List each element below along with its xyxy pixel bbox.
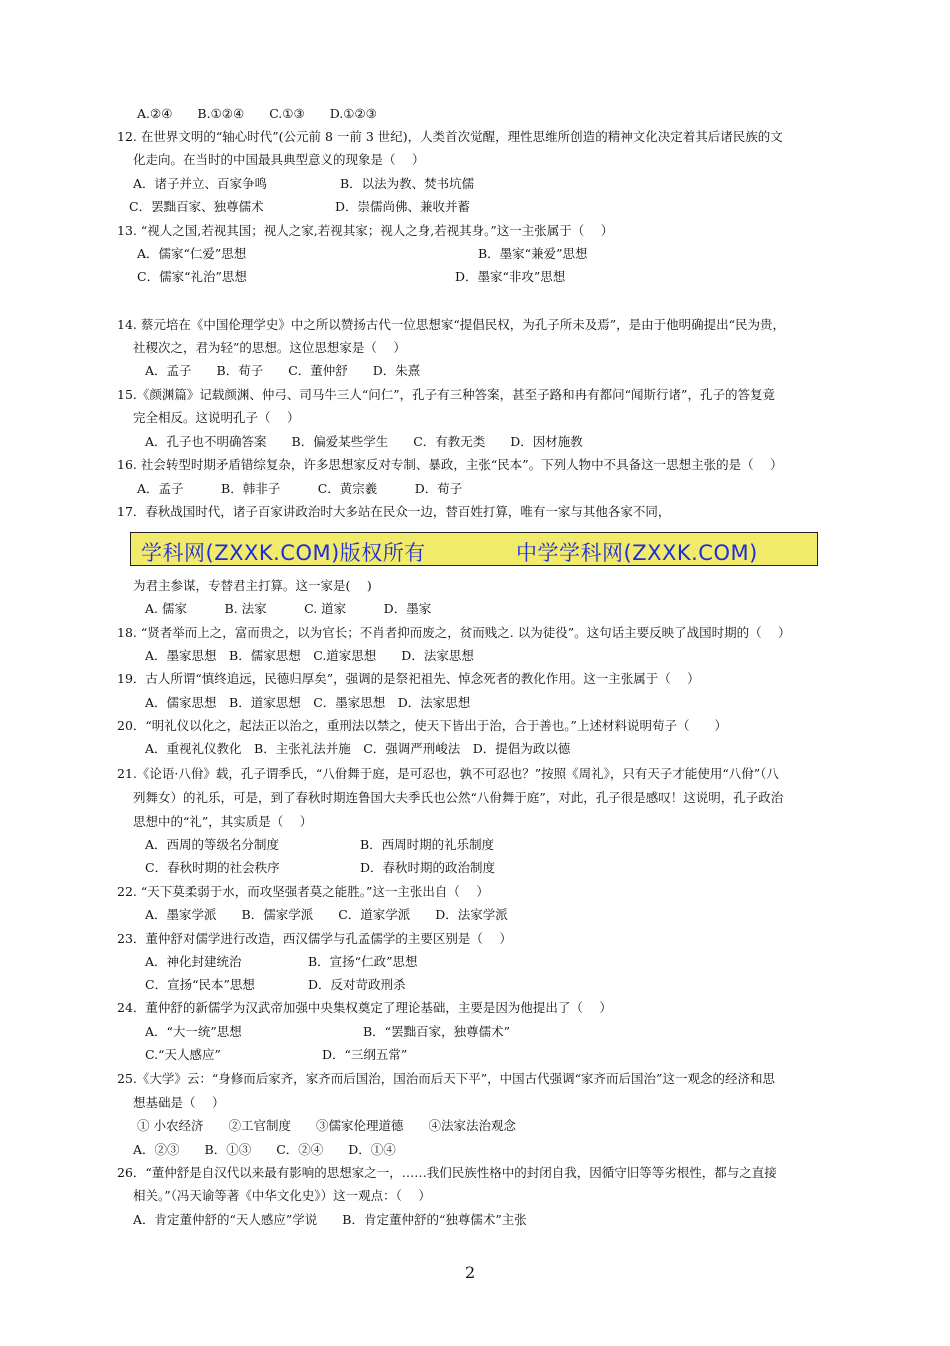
q26-stem-cont: 相关。”（冯天谕等著《中华文化史》）这一观点：（ ） bbox=[133, 1188, 431, 1203]
q21-stem: 21.《论语·八佾》载，孔子谓季氏，“八佾舞于庭，是可忍也，孰不可忍也？”按照《周礼》，只有天子才能使用“八佾”（八 bbox=[117, 766, 779, 781]
q17-options: A. 儒家 B. 法家 C. 道家 D．墨家 bbox=[145, 601, 432, 616]
q23-option-b: B．宣扬“仁政”思想 bbox=[308, 954, 418, 969]
q15-stem: 15.《颜渊篇》记载颜渊、仲弓、司马牛三人“问仁”，孔子有三种答案，甚至子路和冉有都问“闻斯行诸”，孔子的答复竟 bbox=[117, 387, 775, 402]
page-number: 2 bbox=[465, 1263, 476, 1282]
q20-options: A．重视礼仪教化 B．主张礼法并施 C．强调严刑峻法 D．提倡为政以德 bbox=[145, 741, 571, 756]
q16-stem: 16. 社会转型时期矛盾错综复杂，许多思想家反对专制、暴政，主张“民本”。下列人物中不具备这一思想主张的是（ ） bbox=[117, 457, 783, 472]
q23-option-d: D．反对苛政刑杀 bbox=[308, 977, 406, 992]
q17-stem: 17．春秋战国时代，诸子百家讲政治时大多站在民众一边，替百姓打算，唯有一家与其他各家不同， bbox=[117, 504, 671, 519]
q20-stem: 20．“明礼仪以化之，起法正以治之，重刑法以禁之，使天下皆出于治，合于善也。”上述材料说明荀子（ ） bbox=[117, 718, 727, 733]
q12-option-c: C．罢黜百家、独尊儒术 bbox=[129, 199, 264, 214]
q24-stem: 24．董仲舒的新儒学为汉武帝加强中央集权奠定了理论基础，主要是因为他提出了（ ） bbox=[117, 1000, 612, 1015]
q21-option-c: C．春秋时期的社会秩序 bbox=[145, 860, 280, 875]
q12-option-a: A．诸子并立、百家争鸣 bbox=[133, 176, 268, 191]
q14-stem: 14. 蔡元培在《中国伦理学史》中之所以赞扬古代一位思想家“提倡民权，为孔子所未及焉”，是由于他明确提出“民为贵， bbox=[117, 317, 786, 332]
banner-right-text: 中学学科网(ZXXK.COM) bbox=[516, 541, 758, 565]
q15-stem-cont: 完全相反。这说明孔子（ ） bbox=[133, 410, 300, 425]
q25-stem: 25.《大学》云：“身修而后家齐，家齐而后国治，国治而后天下平”，中国古代强调“家齐而后国治”这一观念的经济和思 bbox=[117, 1071, 775, 1086]
q25-stem-cont: 想基础是（ ） bbox=[133, 1095, 225, 1110]
q15-options: A．孔子也不明确答案 B．偏爱某些学生 C．有教无类 D．因材施教 bbox=[145, 434, 583, 449]
q16-options: A．孟子 B．韩非子 C．黄宗羲 D．荀子 bbox=[137, 481, 463, 496]
q23-stem: 23．董仲舒对儒学进行改造，西汉儒学与孔孟儒学的主要区别是（ ） bbox=[117, 931, 512, 946]
q22-options: A．墨家学派 B．儒家学派 C．道家学派 D．法家学派 bbox=[145, 907, 508, 922]
q19-options: A．儒家思想 B．道家思想 C．墨家思想 D．法家思想 bbox=[145, 695, 471, 710]
banner-left-text: 学科网(ZXXK.COM)版权所有 bbox=[141, 541, 426, 565]
q12-stem-cont: 化走向。在当时的中国最具典型意义的现象是（ ） bbox=[133, 152, 425, 167]
q13-option-a: A．儒家“仁爱”思想 bbox=[137, 246, 247, 261]
q14-options: A．孟子 B．荀子 C．董仲舒 D．朱熹 bbox=[145, 363, 421, 378]
q12-option-d: D．崇儒尚佛、兼收并蓄 bbox=[335, 199, 471, 214]
q24-option-d: D．“三纲五常” bbox=[322, 1047, 408, 1062]
q26-stem: 26．“董仲舒是自汉代以来最有影响的思想家之一，……我们民族性格中的封闭自我，因循守旧等等劣根性，都与之直接 bbox=[117, 1165, 777, 1180]
q25-options: A．②③ B．①③ C．②④ D．①④ bbox=[133, 1142, 396, 1157]
q14-stem-cont: 社稷次之，君为轻”的思想。这位思想家是（ ） bbox=[133, 340, 406, 355]
q12-option-b: B．以法为教、焚书坑儒 bbox=[340, 176, 475, 191]
q18-options: A．墨家思想 B．儒家思想 C.道家思想 D．法家思想 bbox=[145, 648, 474, 663]
q21-stem-cont2: 思想中的“礼”，其实质是（ ） bbox=[133, 814, 313, 829]
copyright-banner bbox=[130, 532, 818, 566]
q23-option-c: C．宣扬“民本”思想 bbox=[145, 977, 255, 992]
q21-option-b: B．西周时期的礼乐制度 bbox=[360, 837, 495, 852]
q23-option-a: A．神化封建统治 bbox=[145, 954, 242, 969]
q18-stem: 18. “贤者举而上之，富而贵之，以为官长；不肖者抑而废之，贫而贱之. 以为徒役”。这句话主要反映了战国时期的（ ） bbox=[117, 625, 791, 640]
q13-option-d: D．墨家“非攻”思想 bbox=[455, 269, 566, 284]
q13-option-b: B．墨家“兼爱”思想 bbox=[478, 246, 588, 261]
q24-option-a: A．“大一统”思想 bbox=[145, 1024, 242, 1039]
q21-option-a: A．西周的等级名分制度 bbox=[145, 837, 280, 852]
q24-option-c: C.“天人感应” bbox=[145, 1047, 221, 1062]
q11-options: A.②④ B.①②④ C.①③ D.①②③ bbox=[137, 106, 377, 121]
q17-stem-cont: 为君主参谋，专替君主打算。这一家是( ) bbox=[133, 578, 372, 593]
q26-options: A．肯定董仲舒的“天人感应”学说 B．肯定董仲舒的“独尊儒术”主张 bbox=[133, 1212, 527, 1227]
q13-option-c: C．儒家“礼治”思想 bbox=[137, 269, 247, 284]
q21-stem-cont: 列舞女）的礼乐，可是，到了春秋时期连鲁国大夫季氏也公然“八佾舞于庭”，对此，孔子很是感叹！这说明，孔子政治 bbox=[133, 790, 784, 805]
q13-stem: 13. “视人之国,若视其国；视人之家,若视其家；视人之身,若视其身。”这一主张属于（ ） bbox=[117, 223, 614, 238]
q24-option-b: B．“罢黜百家，独尊儒术” bbox=[363, 1024, 510, 1039]
q25-items: ① 小农经济 ②工官制度 ③儒家伦理道德 ④法家法治观念 bbox=[137, 1118, 516, 1133]
q21-option-d: D．春秋时期的政治制度 bbox=[360, 860, 496, 875]
q19-stem: 19．古人所谓“慎终追远，民德归厚矣”，强调的是祭祀祖先、悼念死者的教化作用。这一主张属于（ ） bbox=[117, 671, 700, 686]
q12-stem: 12. 在世界文明的“轴心时代”(公元前 8 一前 3 世纪)，人类首次觉醒，理性思维所创造的精神文化决定着其后诸民族的文 bbox=[117, 129, 783, 144]
q22-stem: 22. “天下莫柔弱于水，而攻坚强者莫之能胜。”这一主张出自（ ） bbox=[117, 884, 489, 899]
